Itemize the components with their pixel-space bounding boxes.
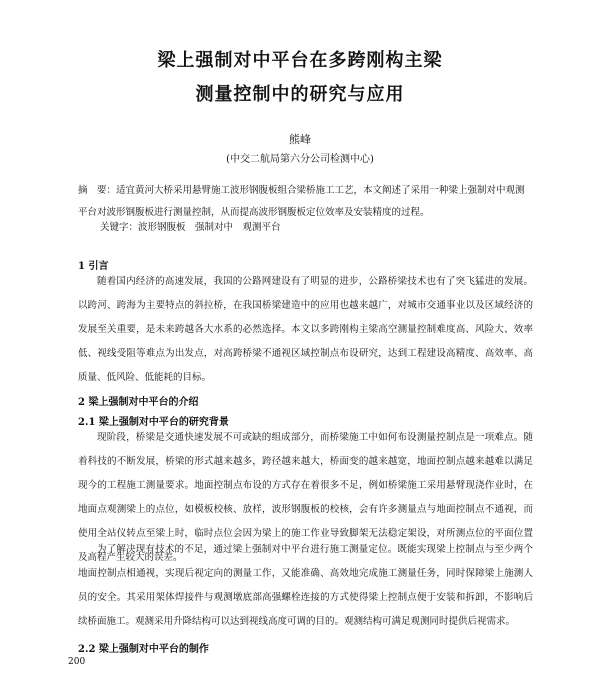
section-heading-1: 1 引言	[78, 261, 109, 272]
affiliation: (中交二航局第六分公司检测中心)	[226, 154, 374, 165]
paragraph-background: 现阶段，桥梁是交通快速发展不可或缺的组成部分，而桥梁施工中如何布设测量控制点是一项难点。随着科技的不断发展，桥梁的形式越来越多，跨径越来越大，桥面变的越来越宽，地面控制点越来越难以满足现今的工程施工测量要求。地面控制点布设的方式存在着很多不足，例如桥梁施工采用悬臂现浇作业时，在地面点观测梁上的点位，如模板校核、放样，波形钢腹板的校核，会有许多测量点与地面控制点不通视，而使用全站仪转点至梁上时，临时点位会因为梁上的施工作业导致脚架无法稳定架设，对所测点位的平面位置及高程产生较大的误差。	[78, 432, 533, 563]
subsection-heading-2-2: 2.2 梁上强制对中平台的制作	[78, 644, 209, 655]
keywords: 关键字：波形钢腹板 强制对中 观测平台	[100, 222, 281, 233]
title-line-2: 测量控制中的研究与应用	[195, 84, 405, 105]
title-line-1: 梁上强制对中平台在多跨刚构主梁	[157, 50, 443, 71]
abstract: 摘 要：适宜黄河大桥采用悬臂施工波形钢腹板组合梁桥施工工艺，本文阐述了采用一种梁上强制对中观测平台对波形钢腹板进行测量控制，从而提高波形钢腹板定位效率及安装精度的过程。	[78, 185, 525, 218]
subsection-heading-2-1: 2.1 梁上强制对中平台的研究背景	[78, 417, 229, 428]
paragraph-intro: 随着国内经济的高速发展，我国的公路网建设有了明显的进步，公路桥梁技术也有了突飞猛进的发展。以跨河、跨海为主要特点的斜拉桥，在我国桥梁建造中的应用也越来越广，对城市交通事业以及区域经济的发展至关重要，是未来跨越各大水系的必然选择。本文以多跨刚构主梁高空测量控制难度高、风险大、效率低、视线受阻等难点为出发点，对高跨桥梁不通视区域控制点布设研究，达到工程建设高精度、高效率、高质量、低风险、低能耗的目标。	[78, 276, 533, 383]
paragraph-solution: 为了解决现有技术的不足，通过梁上强制对中平台进行施工测量定位。既能实现梁上控制点与至少两个地面控制点相通视，实现后视定向的测量工作，又能准确、高效地完成施工测量任务，同时保障梁上施测人员的安全。其采用架体焊接件与观测墩底部高强螺栓连接的方式使得梁上控制点便于安装和拆卸，不影响后续桥面施工。观测采用升降结构可以达到视线高度可调的目的。观测结构可满足观测同时提供后视需求。	[78, 544, 533, 627]
section-heading-2: 2 梁上强制对中平台的介绍	[78, 397, 199, 408]
page-number: 200	[68, 657, 86, 667]
author: 熊峰	[289, 133, 311, 146]
